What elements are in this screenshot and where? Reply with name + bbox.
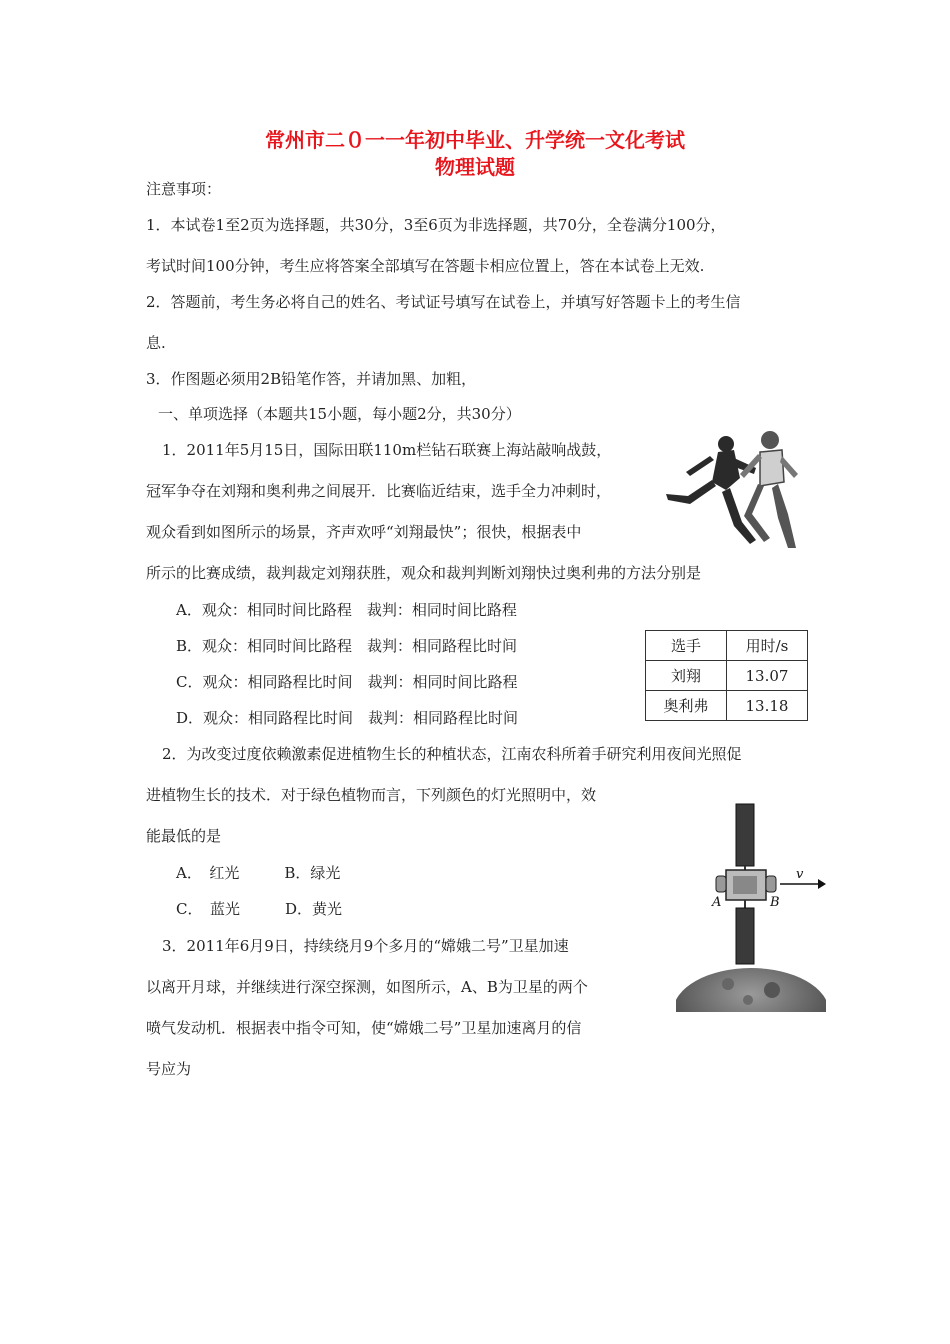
engine-b-label: B: [770, 895, 780, 910]
satellite-figure: [676, 800, 826, 1012]
runners-photo: [660, 430, 800, 552]
results-table: [645, 630, 808, 721]
q1-option-a: A．观众：相同时间比路程 裁判：相同时间比路程: [176, 601, 517, 619]
q1-line-2: 冠军争夺在刘翔和奥利弗之间展开．比赛临近结束，选手全力冲刺时，: [146, 482, 612, 500]
q3-line-1: 3．2011年6月9日，持续绕月9个多月的“嫦娥二号”卫星加速: [162, 937, 569, 955]
q1-option-d: D．观众：相同路程比时间 裁判：相同路程比时间: [176, 709, 519, 727]
q2-line-1: 2．为改变过度依赖激素促进植物生长的种植状态，江南农科所着手研究利用夜间光照促: [162, 745, 742, 763]
note-3: 3．作图题必须用2B铅笔作答，并请加黑、加粗，: [146, 370, 477, 388]
q3-line-4: 号应为: [146, 1060, 192, 1078]
table-header-row: [646, 631, 808, 661]
table-cell: 刘翔: [646, 661, 727, 691]
q1-option-c: C．观众：相同路程比时间 裁判：相同时间比路程: [176, 673, 518, 691]
q1-line-4: 所示的比赛成绩，裁判裁定刘翔获胜，观众和裁判判断刘翔快过奥利弗的方法分别是: [146, 564, 702, 582]
q2-line-2: 进植物生长的技术．对于绿色植物而言，下列颜色的灯光照明中，效: [146, 786, 597, 804]
table-cell: 13.18: [727, 691, 808, 721]
moon-surface: [676, 968, 826, 1012]
section-heading: 一、单项选择（本题共15小题，每小题2分，共30分）: [158, 405, 521, 423]
q1-line-1: 1．2011年5月15日，国际田联110m栏钻石联赛上海站敲响战鼓，: [162, 441, 612, 459]
q2-options-row-1: A． 红光 B．绿光: [176, 864, 341, 882]
note-1-line-2: 考试时间100分钟，考生应将答案全部填写在答题卡相应位置上，答在本试卷上无效.: [146, 257, 705, 275]
exam-title: 常州市二０一一年初中毕业、升学统一文化考试: [265, 128, 685, 152]
note-1-line-1: 1．本试卷1至2页为选择题，共30分，3至6页为非选择题，共70分，全卷满分100分，: [146, 216, 726, 234]
table-row: [646, 661, 808, 691]
q1-option-b: B．观众：相同时间比路程 裁判：相同路程比时间: [176, 637, 518, 655]
q3-line-3: 喷气发动机．根据表中指令可知，使“嫦娥二号”卫星加速离月的信: [146, 1019, 582, 1037]
velocity-label: v: [796, 867, 804, 882]
notes-heading: 注意事项：: [146, 180, 222, 198]
table-cell: 奥利弗: [646, 691, 727, 721]
table-row: [646, 691, 808, 721]
q2-line-3: 能最低的是: [146, 827, 222, 845]
table-header-athlete: 选手: [646, 631, 727, 661]
note-2-line-1: 2．答题前，考生务必将自己的姓名、考试证号填写在试卷上，并填写好答题卡上的考生信: [146, 293, 741, 311]
table-header-time: 用时/s: [727, 631, 808, 661]
q1-line-3: 观众看到如图所示的场景，齐声欢呼“刘翔最快”；很快，根据表中: [146, 523, 582, 541]
engine-a-label: A: [712, 895, 722, 910]
note-2-line-2: 息.: [146, 334, 166, 352]
exam-subtitle: 物理试题: [435, 155, 515, 179]
q2-options-row-2: C． 蓝光 D．黄光: [176, 900, 343, 918]
q3-line-2: 以离开月球，并继续进行深空探测，如图所示，A、B为卫星的两个: [146, 978, 588, 996]
table-cell: 13.07: [727, 661, 808, 691]
